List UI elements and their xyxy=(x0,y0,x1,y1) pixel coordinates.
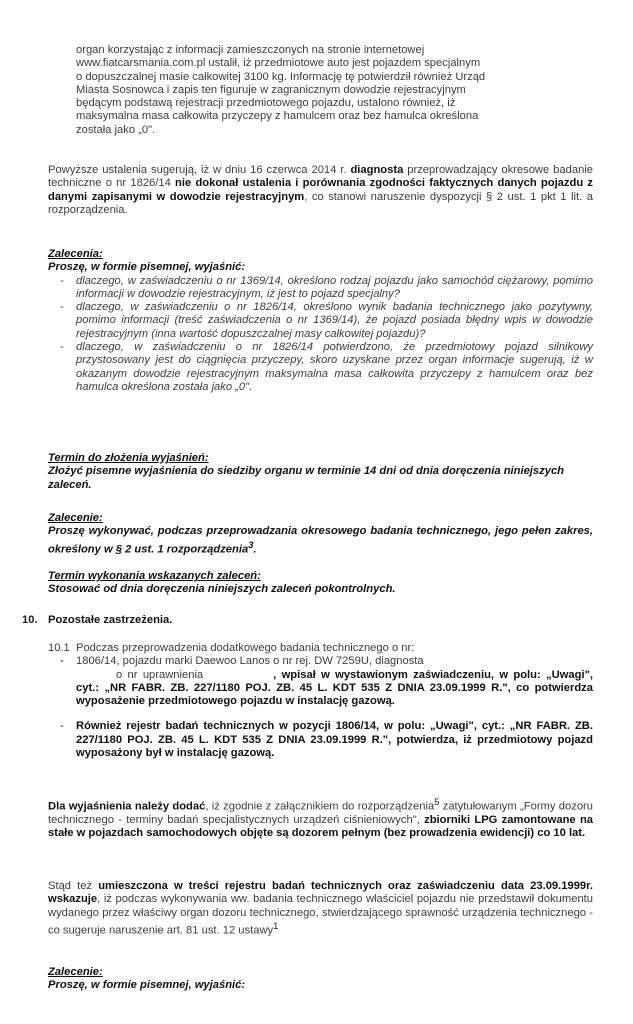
text-line: będącym podstawą rejestracji przedmiotowego pojazdu, ustalono również, iż xyxy=(76,97,456,110)
list-item xyxy=(48,720,593,760)
finding-emphasis: diagnosta xyxy=(350,164,404,176)
text-line: www.fiatcarsmania.com.pl ustalił, iż przedmiotowe auto jest pojazdem specjalnym xyxy=(76,57,481,70)
finding-emphasis: nie dokonał ustalenia i porównania zgodności faktycznych danych pojazdu z danymi zapisanymi w dowodzie rejestracyjnym xyxy=(48,177,593,203)
deadline-text: Stosować od dnia doręczenia niniejszych zaleceń pokontrolnych. xyxy=(48,583,396,596)
footnote-ref: 1 xyxy=(273,920,279,931)
dash-bullet: - xyxy=(60,274,64,287)
dash-bullet: - xyxy=(60,720,64,733)
recommendation-section: Zalecenie: Proszę wykonywać, podczas przeprowadzania okresowego badania technicznego, jego pełen zakres, określony w § 2 ust. 1 rozporządzenia$^3$. xyxy=(48,512,593,556)
register-note: Również rejestr badań technicznych w pozycji 1806/14, w polu: „Uwagi", cyt.: „NR FABR. ZB. 227/1180 POJ. ZB. 45 L. KDT 535 Z DNIA 23.09.1999 R.", potwierdza, iż przedmiotowy pojazd wyposażony był w instalację gazową. xyxy=(76,720,593,760)
item-number: 10.1 xyxy=(48,642,70,654)
deadline-section xyxy=(48,570,593,597)
deadline-section xyxy=(48,452,593,492)
continuation-paragraph xyxy=(48,44,616,137)
list-item: - dlaczego, w zaświadczeniu o nr 1369/14, określono rodzaj pojazdu jako samochód ciężarowy, pomimo informacji w dowodzie rejestracyjnym, iż jest to pojazd specjalny? xyxy=(60,274,593,300)
finding-text: , co stanowi naruszenie dyspozycji § 2 ust. 1 pkt 1 lit. a rozporządzenia. xyxy=(48,190,593,216)
conclusion-paragraph: Stąd też umieszczona w treści rejestru badań technicznych oraz zaświadczeniu data 23.09.1999r. wskazuje, iż podczas wykonywania ww. badania technicznego właściciel pojazdu nie przedstawił dokumentu wydanego przez właściwy organ dozoru technicznego, stwierdzającego sprawność urządzenia technicznego - co sugeruje naruszenie art. 81 ust. 12 ustawy$^1$ xyxy=(48,880,593,937)
recommendation-section xyxy=(48,966,593,993)
deadline-text: Złożyć pisemne wyjaśnienia do siedziby organu w terminie 14 dni od dnia doręczenia niniejszych zaleceń. xyxy=(48,465,564,491)
section-number: 10. xyxy=(22,614,38,626)
recommendation-heading: Zalecenie: xyxy=(48,512,103,524)
finding-text: przeprowadzający okresowe badanie techniczne o nr 1826/14 xyxy=(48,164,593,190)
finding-text: Powyższe ustalenia sugerują, iż w dniu 16 czerwca 2014 r. xyxy=(48,164,351,176)
dash-bullet: - xyxy=(60,301,64,314)
text-line: organ korzystając z informacji zamieszczonych na stronie internetowej xyxy=(76,44,425,56)
certificate-note: , wpisał w wystawionym zaświadczeniu, w polu: „Uwagi", cyt.: „NR FABR. ZB. 227/1180 POJ. ZB. 45 L. KDT 535 Z DNIA 23.09.1999 R.", co potwierdza wyposażenie przedmiotowego pojazdu w instalację gazową. xyxy=(76,668,593,708)
list-item: - 1806/14, pojazdu marki Daewoo Lanos o nr rej. DW 7259U, diagnosta o nr uprawnienia , wpisał w wystawionym zaświadczeniu, w polu: „Uwagi", cyt.: „NR FABR. ZB. 227/1180 POJ. ZB. 45 L. KDT 535 Z DNIA 23.09.1999 R.", co potwierdza wyposażenie przedmiotowego pojazdu w instalację gazową. xyxy=(60,655,593,708)
section-title: Pozostałe zastrzeżenia. xyxy=(48,614,173,626)
recommendation-text: Proszę wykonywać, podczas przeprowadzania okresowego badania technicznego, jego pełen zakres, określony w § 2 ust. 1 rozporządzenia xyxy=(48,525,593,556)
dash-bullet: - xyxy=(60,655,64,668)
item-intro: Podczas przeprowadzenia dodatkowego badania technicznego o nr: xyxy=(76,642,415,654)
text-line: Miasta Sosnowca i zapis ten figuruje w zagranicznym dowodzie rejestracyjnym xyxy=(76,83,466,96)
footnote-ref: 3 xyxy=(248,539,254,550)
footnote-ref: 5 xyxy=(434,797,440,807)
recommendation-heading: Zalecenie: xyxy=(48,966,103,978)
text-line: maksymalna masa całkowita przyczepy z hamulcem oraz bez hamulca określona xyxy=(76,110,479,123)
item-10-1 xyxy=(48,642,593,760)
explanation-paragraph: Dla wyjaśnienia należy dodać, iż zgodnie z załącznikiem do rozporządzenia$^5$ zatytułowanym „Formy dozoru technicznego - terminy badań specjalistycznych urządzeń ciśnieniowych", zbiorniki LPG zamontowane na stałe w pojazdach samochodowych objęte są dozorem pełnym (bez prowadzenia ewidencji) co 10 lat. xyxy=(48,797,594,840)
recommendations-section xyxy=(48,248,593,394)
deadline-heading: Termin wykonania wskazanych zaleceń: xyxy=(48,570,261,582)
recommendation-subheading: Proszę, w formie pisemnej, wyjaśnić: xyxy=(48,979,246,992)
dash-bullet: - xyxy=(60,341,64,354)
text-line: została jako „0". xyxy=(76,123,156,136)
deadline-heading: Termin do złożenia wyjaśnień: xyxy=(48,452,209,464)
recommendations-heading: Zalecenia: xyxy=(48,248,103,260)
recommendations-subheading: Proszę, w formie pisemnej, wyjaśnić: xyxy=(48,261,246,274)
text-line: o dopuszczalnej masie całkowitej 3100 kg. Informację tę potwierdził również Urząd xyxy=(76,70,486,83)
finding-paragraph xyxy=(48,164,593,217)
list-item: - dlaczego, w zaświadczeniu o nr 1826/14, określono wynik badania technicznego jako pozytywny, pomimo informacji (treść zaświadczenia o nr 1369/14), że pojazd posiada błędny wpis w dowodzie rejestracyjnym (inna wartość dopuszczalnej masy całkowitej pojazdu)? xyxy=(60,301,593,340)
list-item: - dlaczego, w zaświadczeniu o nr 1826/14 potwierdzono, że przedmiotowy pojazd silnikowy przystosowany jest do ciągnięcia przyczepy, skoro uzyskane przez organ informacje sugerują, iż w okazanym dowodzie rejestracyjnym maksymalna masa całkowita przyczepy z hamulcem oraz bez hamulca określona została jako „0". xyxy=(60,341,593,393)
